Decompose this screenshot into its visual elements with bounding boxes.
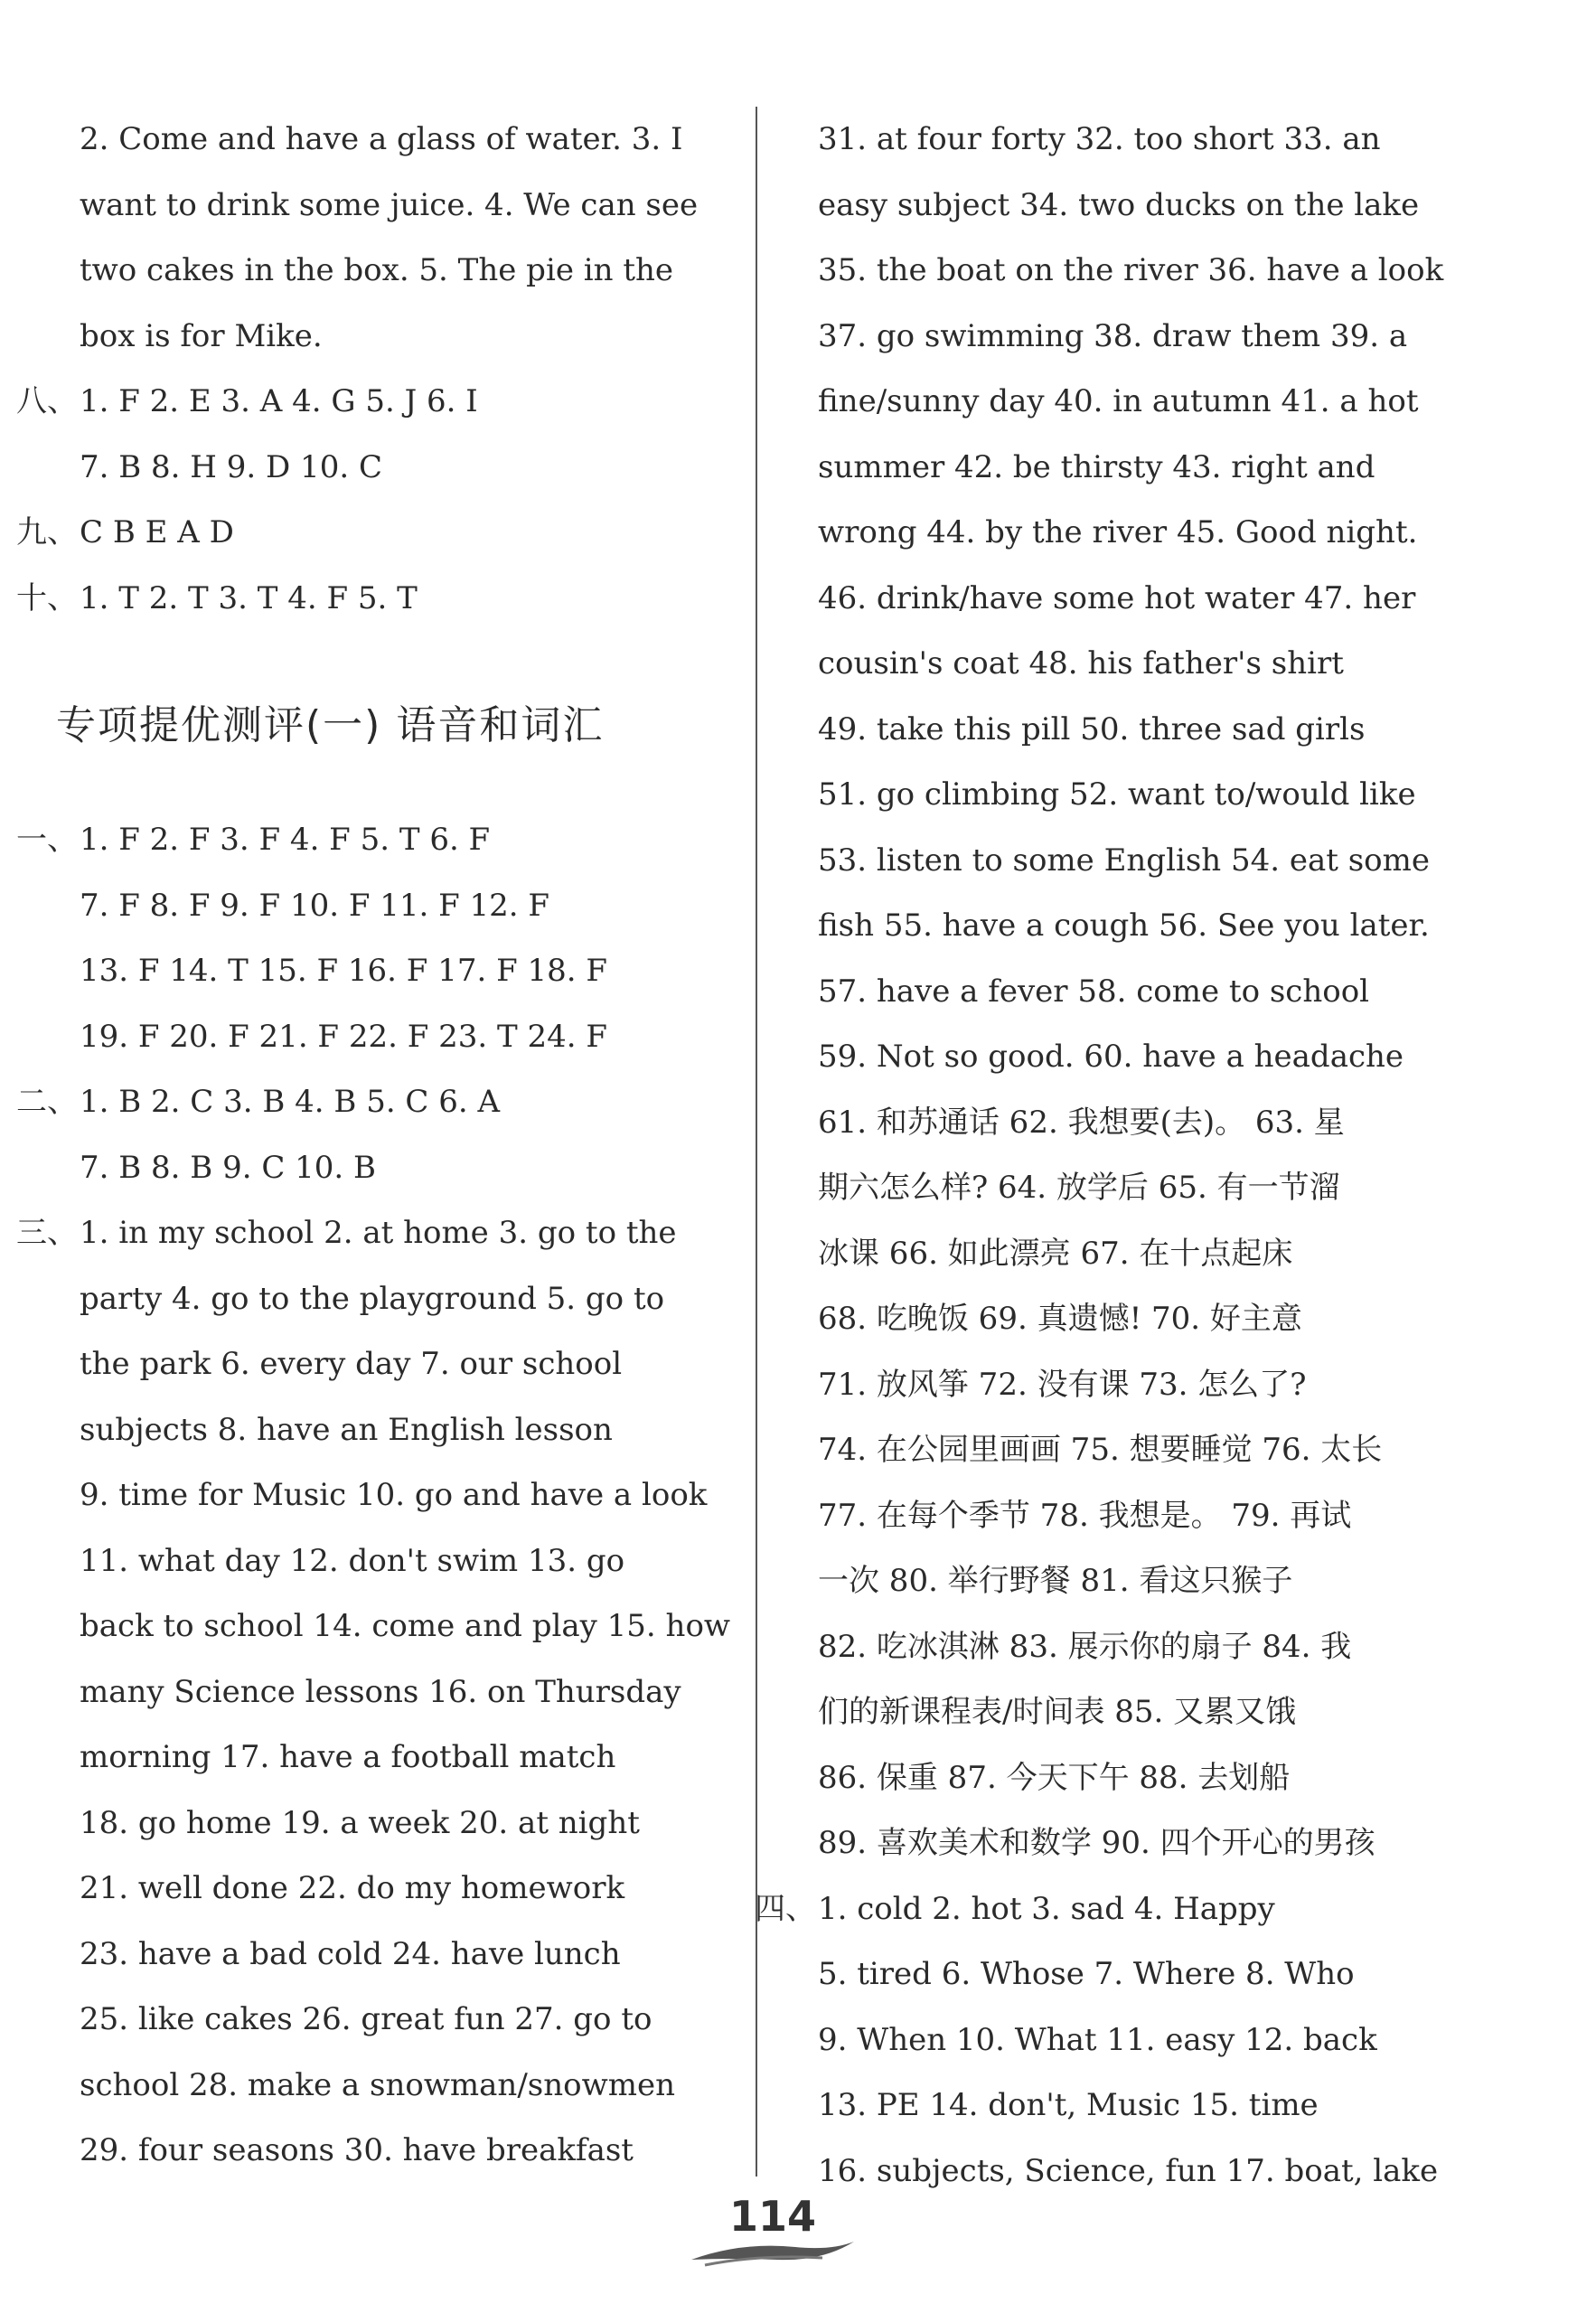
spacer bbox=[16, 631, 748, 681]
answer-line: summer 42. be thirsty 43. right and bbox=[818, 448, 1375, 485]
answer-line: 11. what day 12. don't swim 13. go bbox=[80, 1542, 625, 1579]
answer-text: 1. T 2. T 3. T 4. F 5. T bbox=[80, 579, 418, 616]
answer-line: 49. take this pill 50. three sad girls bbox=[818, 710, 1366, 747]
answer-text: 1. F 2. E 3. A 4. G 5. J 6. I bbox=[80, 383, 478, 419]
column-divider bbox=[756, 107, 757, 2177]
answer-line: subjects 8. have an English lesson bbox=[80, 1411, 613, 1448]
answer-line: 46. drink/have some hot water 47. her bbox=[818, 579, 1416, 616]
answer-line: 68. 吃晚饭 69. 真遗憾! 70. 好主意 bbox=[818, 1301, 1302, 1337]
answer-line: 21. well done 22. do my homework bbox=[80, 1870, 625, 1906]
answer-line: fish 55. have a cough 56. See you later. bbox=[818, 907, 1430, 944]
answer-line: 82. 吃冰淇淋 83. 展示你的扇子 84. 我 bbox=[818, 1628, 1352, 1665]
answer-line: 9. time for Music 10. go and have a look bbox=[80, 1477, 708, 1513]
section-2-line-1 bbox=[16, 1069, 748, 1135]
section-9-line bbox=[16, 500, 748, 566]
answer-text: C B E A D bbox=[80, 514, 234, 550]
answer-line: school 28. make a snowman/snowmen bbox=[80, 2066, 675, 2103]
answer-line: 59. Not so good. 60. have a headache bbox=[818, 1039, 1404, 1075]
answer-line: 们的新课程表/时间表 85. 又累又饿 bbox=[818, 1694, 1297, 1730]
answer-line: 51. go climbing 52. want to/would like bbox=[818, 776, 1416, 813]
answer-line: 89. 喜欢美术和数学 90. 四个开心的男孩 bbox=[818, 1825, 1375, 1861]
section-prefix: 十、 bbox=[16, 579, 78, 616]
answer-line: 86. 保重 87. 今天下午 88. 去划船 bbox=[818, 1759, 1291, 1796]
answer-line: the park 6. every day 7. our school bbox=[80, 1346, 623, 1382]
answer-line: 18. go home 19. a week 20. at night bbox=[80, 1804, 640, 1841]
answer-line: cousin's coat 48. his father's shirt bbox=[818, 645, 1344, 682]
section-prefix: 二、 bbox=[16, 1084, 78, 1120]
answer-line: 35. the boat on the river 36. have a look bbox=[818, 252, 1444, 288]
answer-line: 7. B 8. H 9. D 10. C bbox=[80, 448, 382, 485]
section-3-line-1 bbox=[16, 1200, 748, 1266]
answer-line: box is for Mike. bbox=[80, 317, 323, 354]
answer-line: 77. 在每个季节 78. 我想是。 79. 再试 bbox=[818, 1497, 1352, 1534]
answer-line: 7. B 8. B 9. C 10. B bbox=[80, 1149, 377, 1186]
answer-line: 7. F 8. F 9. F 10. F 11. F 12. F bbox=[80, 887, 549, 924]
spacer bbox=[16, 780, 748, 807]
answer-line: 74. 在公园里画画 75. 想要睡觉 76. 太长 bbox=[818, 1432, 1383, 1468]
section-4-line-1 bbox=[755, 1876, 1505, 1942]
answer-line: 71. 放风筝 72. 没有课 73. 怎么了? bbox=[818, 1366, 1307, 1403]
answer-line: fine/sunny day 40. in autumn 41. a hot bbox=[818, 383, 1419, 419]
answer-line: 5. tired 6. Whose 7. Where 8. Who bbox=[818, 1956, 1355, 1992]
answer-line: two cakes in the box. 5. The pie in the bbox=[80, 252, 674, 288]
section-prefix: 四、 bbox=[755, 1890, 816, 1927]
answer-line: 61. 和苏通话 62. 我想要(去)。 63. 星 bbox=[818, 1104, 1345, 1141]
section-10-line bbox=[16, 566, 748, 632]
answer-line: 29. four seasons 30. have breakfast bbox=[80, 2132, 634, 2168]
answer-line: 16. subjects, Science, fun 17. boat, lake bbox=[818, 2152, 1439, 2189]
section-1-line-1 bbox=[16, 807, 748, 873]
answer-line: 9. When 10. What 11. easy 12. back bbox=[818, 2021, 1377, 2058]
answer-text: 1. F 2. F 3. F 4. F 5. T 6. F bbox=[80, 822, 491, 858]
answer-line: 13. PE 14. don't, Music 15. time bbox=[818, 2087, 1319, 2123]
answer-line: 冰课 66. 如此漂亮 67. 在十点起床 bbox=[818, 1235, 1293, 1272]
answer-line: morning 17. have a football match bbox=[80, 1739, 616, 1775]
answer-line: 一次 80. 举行野餐 81. 看这只猴子 bbox=[818, 1563, 1293, 1599]
section-8-line-1 bbox=[16, 369, 748, 435]
answer-line: 25. like cakes 26. great fun 27. go to bbox=[80, 2001, 652, 2037]
answer-line: 37. go swimming 38. draw them 39. a bbox=[818, 317, 1408, 354]
answer-line: party 4. go to the playground 5. go to bbox=[80, 1280, 665, 1317]
answer-line: 2. Come and have a glass of water. 3. I bbox=[80, 121, 683, 157]
answer-line: back to school 14. come and play 15. how bbox=[80, 1608, 731, 1644]
answer-text: 1. in my school 2. at home 3. go to the bbox=[80, 1215, 677, 1251]
swoosh-ornament-icon bbox=[687, 2234, 859, 2271]
answer-line: 53. listen to some English 54. eat some bbox=[818, 842, 1430, 879]
answer-line: 13. F 14. T 15. F 16. F 17. F 18. F bbox=[80, 953, 607, 989]
answer-text: 1. B 2. C 3. B 4. B 5. C 6. A bbox=[80, 1084, 501, 1120]
page-number: 114 bbox=[728, 2192, 817, 2241]
section-prefix: 九、 bbox=[16, 514, 78, 550]
left-column bbox=[16, 107, 748, 2184]
answer-line: 期六怎么样? 64. 放学后 65. 有一节溜 bbox=[818, 1170, 1340, 1206]
answer-line: 57. have a fever 58. come to school bbox=[818, 973, 1370, 1010]
answer-line: want to drink some juice. 4. We can see bbox=[80, 186, 699, 223]
answer-text: 1. cold 2. hot 3. sad 4. Happy bbox=[818, 1890, 1275, 1927]
section-prefix: 三、 bbox=[16, 1215, 78, 1251]
section-heading: 专项提优测评(一) 语音和词汇 bbox=[56, 702, 605, 748]
answer-line: 19. F 20. F 21. F 22. F 23. T 24. F bbox=[80, 1018, 607, 1055]
answer-line: 31. at four forty 32. too short 33. an bbox=[818, 121, 1381, 157]
section-prefix: 八、 bbox=[16, 383, 78, 419]
section-prefix: 一、 bbox=[16, 822, 78, 858]
answer-line: 23. have a bad cold 24. have lunch bbox=[80, 1935, 621, 1972]
answer-line: easy subject 34. two ducks on the lake bbox=[818, 186, 1420, 223]
right-column bbox=[755, 107, 1505, 2204]
answer-line: wrong 44. by the river 45. Good night. bbox=[818, 514, 1418, 550]
page-number-badge bbox=[687, 2180, 859, 2280]
answer-line: many Science lessons 16. on Thursday bbox=[80, 1673, 681, 1710]
